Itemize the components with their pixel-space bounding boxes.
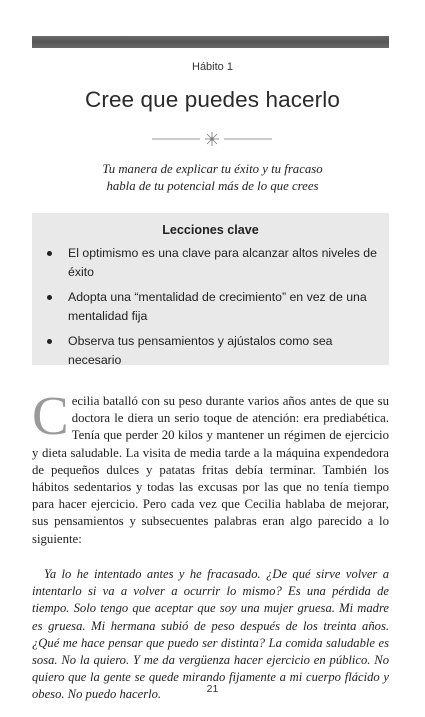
lesson-text: Observa tus pensamientos y ajústalos como sea necesario	[68, 334, 333, 367]
bullet-icon	[47, 339, 52, 344]
chapter-title: Cree que puedes hacerlo	[85, 87, 340, 112]
chapter-kicker: Hábito 1	[192, 61, 233, 73]
key-lessons-title: Lecciones clave	[162, 223, 259, 237]
list-item	[47, 288, 382, 326]
epigraph	[0, 161, 425, 195]
key-lessons-box	[32, 213, 389, 365]
bullet-icon	[47, 295, 52, 300]
list-item	[47, 244, 382, 282]
body-paragraph	[32, 385, 389, 548]
header-band	[32, 36, 389, 48]
body-paragraph-text: ecilia batalló con su peso durante varios años antes de que su doctora le diera un serio toque de atención: era prediabética. Tenía que perder 20 kilos y mantener un régimen de ejercicio y dieta saludable. La visita de media tarde a la máquina expendedora de pequeños dulces y patatas fritas debía terminar. También los hábitos sedentarios y todas las excusas por las que no tenía tiempo para hacer ejercicio. Pero cada vez que Cecilia hablaba de mejorar, sus pensamientos y subsecuentes palabras eran algo parecido a lo siguiente:	[32, 394, 389, 546]
epigraph-line: Tu manera de explicar tu éxito y tu fracaso	[102, 162, 323, 176]
list-item	[47, 332, 382, 370]
key-lessons-list	[47, 244, 382, 376]
page-number: 21	[206, 683, 219, 695]
quoted-thoughts: Ya lo he intentado antes y he fracasado. ¿De qué sirve volver a intentarlo si va a volver a ocurrir lo mismo? Es una pérdida de tiempo. Solo tengo que aceptar que soy una mujer gruesa. Mi madre es gruesa. Mi hermana subió de peso después de los treinta años. ¿Qué me hace pensar que puedo ser distinta? La comida saludable es sosa. No la quiero. Y me da vergüenza hacer ejercicio en público. No quiero que la gente se quede mirando fijamente a mi cuerpo flácido y obeso. No puedo hacerlo.	[32, 567, 389, 702]
drop-cap: C	[32, 385, 69, 446]
lesson-text: El optimismo es una clave para alcanzar altos niveles de éxito	[68, 246, 377, 279]
bullet-icon	[47, 251, 52, 256]
lesson-text: Adopta una “mentalidad de crecimiento” en vez de una mentalidad fija	[68, 290, 367, 323]
ornament-divider-icon	[152, 128, 272, 150]
epigraph-line: habla de tu potencial más de lo que crees	[106, 179, 319, 193]
